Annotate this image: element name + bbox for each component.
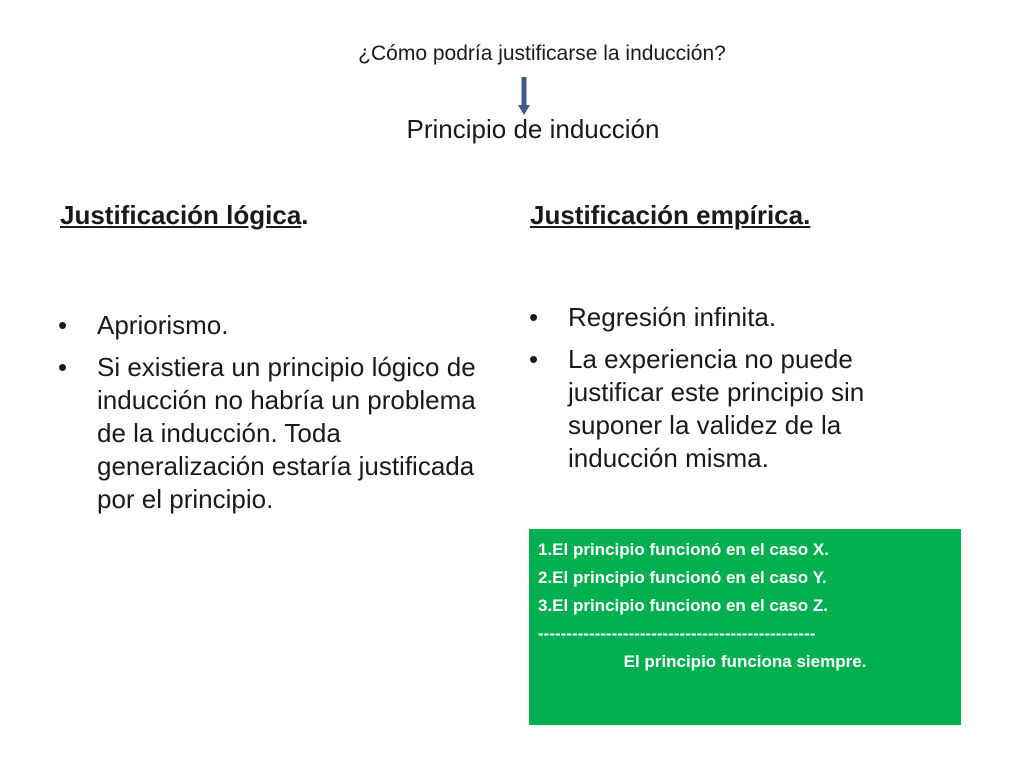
separator-line: -------------------------------------------------	[538, 624, 816, 643]
down-arrow-icon	[518, 77, 530, 115]
left-bullet-list	[58, 309, 478, 525]
question-title: ¿Cómo podría justificarse la inducción?	[358, 42, 726, 65]
list-item: • Apriorismo.	[58, 309, 478, 342]
principle-title: Principio de inducción	[406, 114, 660, 144]
list-item: • La experiencia no puede justificar este principio sin suponer la validez de la inducción misma.	[529, 343, 949, 475]
left-heading-suffix: .	[301, 200, 309, 230]
right-column-heading	[530, 200, 810, 231]
example-line: 1.El principio funcionó en el caso X.	[538, 540, 829, 559]
conclusion-line: El principio funciona siempre.	[623, 652, 867, 671]
example-line: 3.El principio funciono en el caso Z.	[538, 596, 828, 615]
example-line: 2.El principio funcionó en el caso Y.	[538, 568, 827, 587]
right-heading-text: Justificación empírica.	[530, 200, 811, 230]
left-column-heading	[60, 200, 309, 231]
left-heading-text: Justificación lógica	[60, 200, 302, 230]
list-item: • Si existiera un principio lógico de inducción no habría un problema de la inducción. Toda generalización estaría justificada por el principio.	[58, 351, 478, 516]
induction-example-box	[529, 529, 961, 725]
list-item: • Regresión infinita.	[529, 301, 949, 334]
right-bullet-list	[529, 301, 949, 484]
